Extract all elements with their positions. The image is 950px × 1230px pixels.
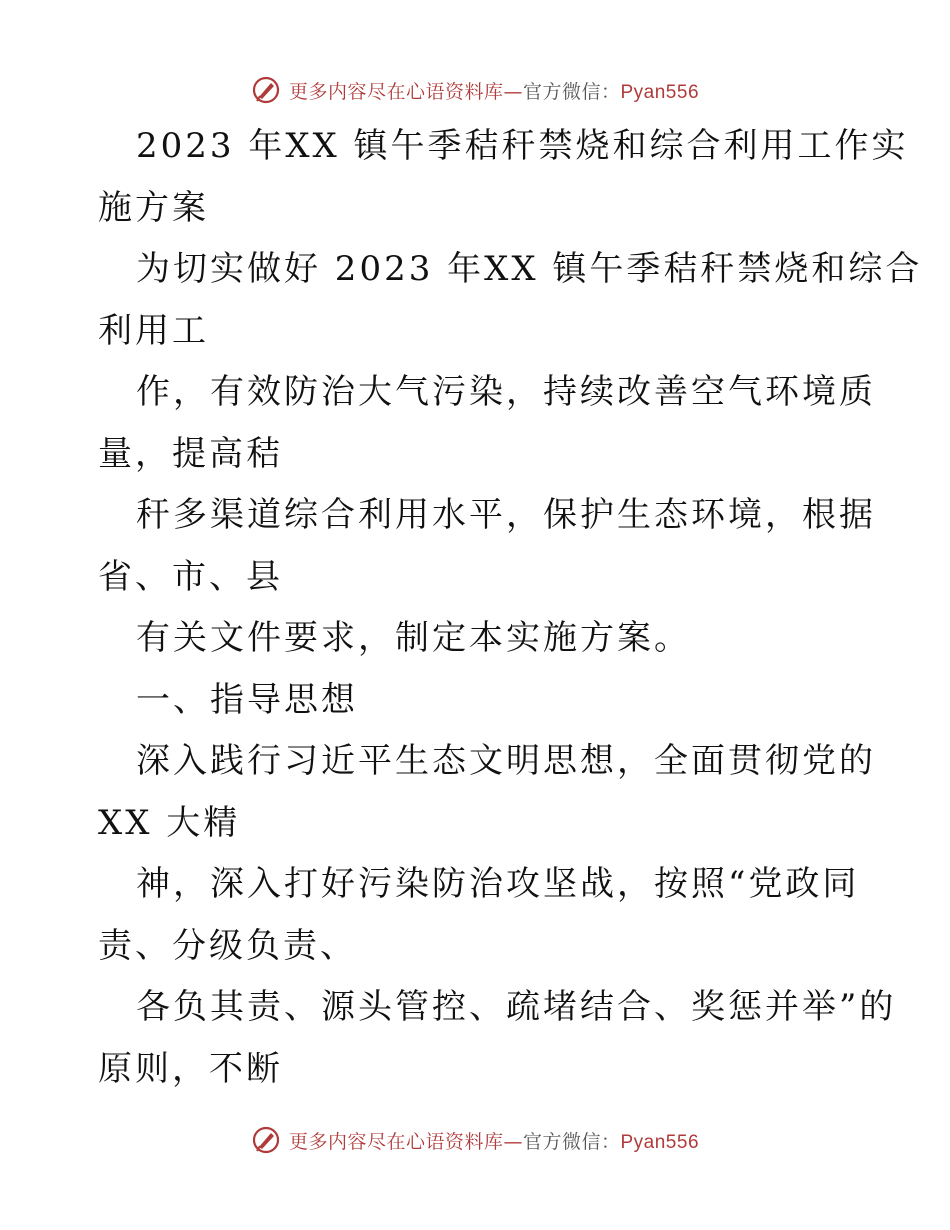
watermark-wechat-id: Pyan556 <box>620 1131 700 1153</box>
text-line: 有关文件要求，制定本实施方案。 <box>136 618 691 658</box>
text-line: 一、指导思想 <box>136 679 358 720</box>
text-line: 秆多渠道综合利用水平，保护生态环境，根据 <box>136 495 876 535</box>
text-line: 利用工 <box>98 310 209 351</box>
text-line: 各负其责、源头管控、疏堵结合、奖惩并举”的 <box>136 987 897 1027</box>
quill-logo-icon <box>251 1125 281 1155</box>
text-line: 施方案 <box>98 187 209 228</box>
text-line: XX 大精 <box>98 802 241 843</box>
header-watermark <box>0 72 950 108</box>
watermark-brand: 更多内容尽在心语资料库 <box>288 80 504 103</box>
text-line: 原则，不断 <box>98 1048 283 1089</box>
document-body <box>98 116 923 1100</box>
footer-watermark <box>0 1122 950 1158</box>
watermark-text <box>289 77 699 104</box>
text-line: 责、分级负责、 <box>98 925 357 966</box>
watermark-dash: — <box>503 80 523 103</box>
text-line: 为切实做好 2023 年XX 镇午季秸秆禁烧和综合 <box>136 249 923 289</box>
watermark-official-label: 官方微信： <box>522 1130 621 1153</box>
watermark-wechat-id: Pyan556 <box>620 81 700 103</box>
watermark-official-label: 官方微信： <box>522 80 621 103</box>
text-line: 作，有效防治大气污染，持续改善空气环境质 <box>136 372 876 412</box>
text-line: 省、市、县 <box>98 556 283 597</box>
text-line: 量，提高秸 <box>98 433 283 474</box>
watermark-text <box>289 1127 699 1154</box>
text-line: 深入践行习近平生态文明思想，全面贯彻党的 <box>136 741 876 781</box>
watermark-brand: 更多内容尽在心语资料库 <box>288 1130 504 1153</box>
text-line: 2023 年XX 镇午季秸秆禁烧和综合利用工作实 <box>136 126 909 166</box>
watermark-dash: — <box>503 1130 523 1153</box>
quill-logo-icon <box>251 75 281 105</box>
text-line: 神，深入打好污染防治攻坚战，按照“党政同 <box>136 864 860 904</box>
